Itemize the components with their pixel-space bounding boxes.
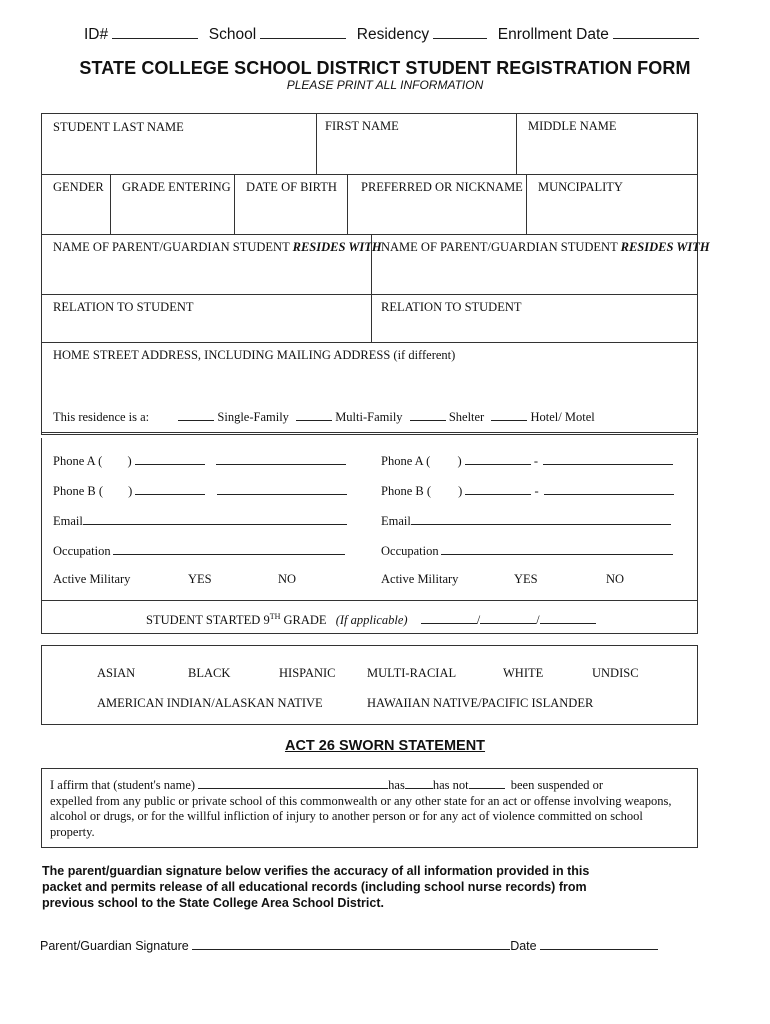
suspended-label: been suspended or [510, 778, 604, 792]
ninth-grade-note: (If applicable) [335, 613, 408, 627]
ethnicity-white[interactable]: WHITE [503, 666, 544, 680]
hotel-motel-blank[interactable] [491, 408, 527, 421]
residency-field[interactable] [433, 26, 487, 39]
ethnicity-american-indian[interactable]: AMERICAN INDIAN/ALASKAN NATIVE [97, 696, 323, 710]
phone-a-label: Phone A ( [53, 454, 103, 468]
ninth-grade-box [41, 600, 698, 634]
verification-text: The parent/guardian signature below verifies the accuracy of all information provided in this packet and permits release of all educational records (including school nurse records) from previous school to the State College Area School District. [42, 864, 590, 910]
residence-label: This residence is a: [53, 410, 150, 424]
phone-b-field-2[interactable] [465, 482, 531, 495]
form-subtitle: PLEASE PRINT ALL INFORMATION [286, 78, 484, 92]
last-name-field[interactable]: STUDENT LAST NAME [53, 120, 184, 134]
single-family-blank[interactable] [178, 408, 214, 421]
email-row-2 [381, 512, 671, 529]
first-name-field[interactable]: FIRST NAME [325, 119, 399, 133]
paren: ) [128, 484, 133, 498]
phone-b-field-1[interactable] [135, 482, 205, 495]
has-not-field[interactable] [469, 776, 505, 789]
signature-field[interactable] [192, 937, 510, 950]
occupation-field-1[interactable] [113, 542, 345, 555]
divider [234, 174, 235, 234]
school-field[interactable] [260, 26, 346, 39]
dash: - [533, 454, 539, 468]
student-info-box [41, 113, 710, 435]
phone-a-field-1b[interactable] [216, 452, 346, 465]
phone-a-field-2[interactable] [465, 452, 531, 465]
divider [42, 294, 698, 295]
id-field[interactable] [112, 26, 198, 39]
residency-label: Residency [356, 26, 430, 43]
phone-b-label: Phone B ( [381, 484, 431, 498]
municipality-field[interactable]: MUNCIPALITY [538, 180, 623, 194]
guardian-name-field-1[interactable] [53, 240, 382, 255]
phone-b-label: Phone B ( [53, 484, 103, 498]
ninth-grade-label-end: GRADE [280, 613, 327, 627]
phone-a-label: Phone A ( [381, 454, 431, 468]
phone-b-field-2b[interactable] [544, 482, 674, 495]
contact-box [41, 438, 698, 600]
ethnicity-asian[interactable]: ASIAN [97, 666, 136, 680]
nickname-field[interactable]: PREFERRED OR NICKNAME [361, 180, 523, 194]
divider [42, 432, 698, 433]
divider [110, 174, 111, 234]
address-field[interactable]: HOME STREET ADDRESS, INCLUDING MAILING ADDRESS (if different) [53, 348, 456, 362]
occupation-label: Occupation [53, 544, 111, 558]
shelter-blank[interactable] [410, 408, 446, 421]
ethnicity-black[interactable]: BLACK [188, 666, 231, 680]
slash: / [536, 613, 540, 627]
divider [42, 342, 698, 343]
ninth-grade-day[interactable] [480, 611, 536, 624]
has-field[interactable] [405, 776, 433, 789]
divider [516, 114, 517, 174]
email-field-1[interactable] [83, 512, 347, 525]
id-label: ID# [84, 26, 109, 43]
resides-with-emphasis: RESIDES WITH [292, 240, 382, 254]
gender-field[interactable]: GENDER [53, 180, 104, 194]
header-fields [84, 26, 699, 44]
paren: ) [458, 484, 463, 498]
phone-a-row-1 [53, 452, 346, 469]
single-family-option: Single-Family [217, 410, 289, 424]
phone-b-field-1b[interactable] [217, 482, 347, 495]
military-yes-1[interactable]: YES [188, 572, 212, 586]
divider [316, 114, 317, 174]
email-field-2[interactable] [411, 512, 671, 525]
middle-name-field[interactable]: MIDDLE NAME [528, 119, 617, 133]
phone-a-row-2 [381, 452, 673, 469]
ninth-grade-month[interactable] [421, 611, 477, 624]
form-title: STATE COLLEGE SCHOOL DISTRICT STUDENT REGISTRATION FORM [79, 58, 691, 78]
dob-field[interactable]: DATE OF BIRTH [246, 180, 337, 194]
guardian-name-label: NAME OF PARENT/GUARDIAN STUDENT [381, 240, 621, 254]
divider [526, 174, 527, 234]
ethnicity-hawaiian[interactable]: HAWAIIAN NATIVE/PACIFIC ISLANDER [367, 696, 594, 710]
hotel-motel-option: Hotel/ Motel [530, 410, 595, 424]
divider [42, 174, 698, 175]
ethnicity-multi-racial[interactable]: MULTI-RACIAL [367, 666, 457, 680]
student-name-field[interactable] [198, 776, 388, 789]
active-military-label-1: Active Military [53, 572, 131, 586]
occupation-row-2 [381, 542, 673, 559]
has-not-label: has not [432, 778, 469, 792]
ethnicity-box [41, 645, 698, 725]
ethnicity-undisc[interactable]: UNDISC [592, 666, 639, 680]
paren: ) [457, 454, 462, 468]
divider [42, 234, 698, 235]
paren: ) [127, 454, 132, 468]
act26-statement [50, 776, 690, 840]
residence-type-row [53, 408, 595, 425]
grade-entering-field[interactable]: GRADE ENTERING [122, 180, 231, 194]
phone-a-field-1[interactable] [135, 452, 205, 465]
enrollment-label: Enrollment Date [497, 26, 609, 43]
occupation-field-2[interactable] [441, 542, 673, 555]
phone-b-row-2 [381, 482, 674, 499]
slash: / [476, 613, 481, 627]
occupation-row-1 [53, 542, 345, 559]
shelter-option: Shelter [448, 410, 485, 424]
email-label: Email [53, 514, 83, 528]
ninth-grade-sup: TH [269, 611, 281, 621]
divider [347, 174, 348, 234]
email-label: Email [381, 514, 411, 528]
ninth-grade-label: STUDENT STARTED 9 [146, 613, 270, 627]
military-yes-2[interactable]: YES [514, 572, 538, 586]
military-no-1[interactable]: NO [278, 572, 297, 586]
guardian-name-label: NAME OF PARENT/GUARDIAN STUDENT [53, 240, 293, 254]
guardian-name-field-2[interactable] [381, 240, 710, 255]
multi-family-option: Multi-Family [335, 410, 403, 424]
act26-heading: ACT 26 SWORN STATEMENT [284, 738, 486, 754]
enrollment-field[interactable] [613, 26, 699, 39]
date-field[interactable] [540, 937, 658, 950]
date-label: Date [510, 939, 537, 953]
act26-body: expelled from any public or private school of this commonwealth or any other state for an act or offense involving weapons, alcohol or drugs, or for the willful infliction of injury to another person or for any act of violence committed on school property. [50, 793, 672, 839]
relation-field-2[interactable]: RELATION TO STUDENT [381, 300, 522, 314]
affirm-label: I affirm that (student's name) [50, 778, 196, 792]
phone-b-row-1 [53, 482, 347, 499]
email-row-1 [53, 512, 347, 529]
dash: - [534, 484, 539, 498]
resides-with-emphasis: RESIDES WITH [620, 240, 710, 254]
ninth-grade-year[interactable] [540, 611, 596, 624]
ninth-grade-row [146, 611, 596, 628]
signature-label: Parent/Guardian Signature [40, 939, 189, 953]
school-label: School [208, 26, 257, 43]
military-no-2[interactable]: NO [606, 572, 625, 586]
multi-family-blank[interactable] [296, 408, 332, 421]
occupation-label: Occupation [381, 544, 439, 558]
signature-row [40, 937, 658, 953]
active-military-label-2: Active Military [381, 572, 459, 586]
has-label: has [388, 778, 405, 792]
relation-field-1[interactable]: RELATION TO STUDENT [53, 300, 194, 314]
phone-a-field-2b[interactable] [543, 452, 673, 465]
ethnicity-hispanic[interactable]: HISPANIC [279, 666, 336, 680]
